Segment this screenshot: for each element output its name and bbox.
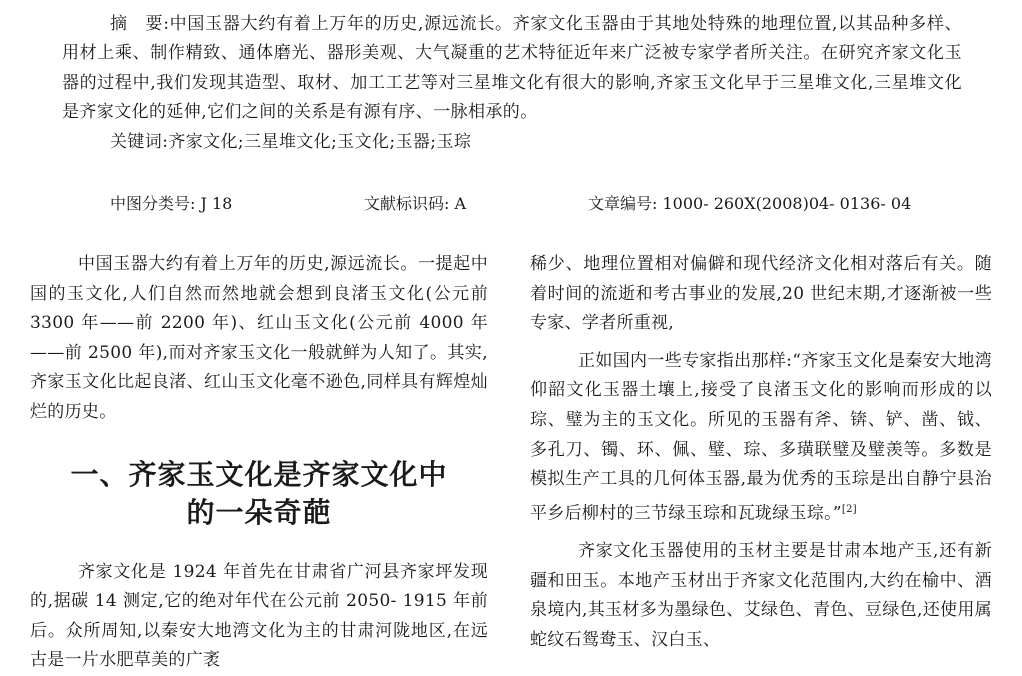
right-column xyxy=(530,250,992,655)
abstract-paragraph xyxy=(62,10,962,128)
document-code: 文献标识码: A xyxy=(364,194,467,213)
abstract-label: 摘 要: xyxy=(110,14,170,34)
abstract-block xyxy=(62,10,962,157)
article-number: 文章编号: 1000- 260X(2008)04- 0136- 04 xyxy=(588,194,912,213)
keywords-label: 关键词: xyxy=(110,131,169,152)
left-column xyxy=(30,250,488,676)
body-paragraph: 齐家文化玉器使用的玉材主要是甘肃本地产玉,还有新疆和田玉。本地产玉材出于齐家文化范围内,大约在榆中、酒泉境内,其玉材多为墨绿色、艾绿色、青色、豆绿色,还使用属蛇纹石鸳鸯玉、汉白玉、 xyxy=(530,541,992,650)
continued-paragraph: 稀少、地理位置相对偏僻和现代经济文化相对落后有关。随着时间的流逝和考古事业的发展,20 世纪末期,才逐渐被一些专家、学者所重视, xyxy=(530,254,992,334)
keywords-line xyxy=(62,128,962,157)
footnote-ref[interactable]: [2] xyxy=(841,503,857,515)
intro-paragraph: 中国玉器大约有着上万年的历史,源远流长。一提起中国的玉文化,人们自然而然地就会想到良渚玉文化(公元前 3300 年——前 2200 年)、红山玉文化(公元前 4000 年——前 2500 年),而对齐家玉文化一般就鲜为人知了。其实,齐家玉文化比起良渚、红山玉文化毫不逊色,同样具有辉煌灿烂的历史。 xyxy=(30,254,488,422)
section-title-line-1: 一、齐家玉文化是齐家文化中 xyxy=(70,457,448,491)
quote-paragraph xyxy=(530,347,992,529)
quote-text: 正如国内一些专家指出那样:“齐家玉文化是秦安大地湾仰韶文化玉器土壤上,接受了良渚玉文化的影响而形成的以琮、璧为主的玉文化。所见的玉器有斧、锛、铲、凿、钺、多孔刀、镯、环、佩、璧、琮、多璜联璧及璧羡等。多数是模拟生产工具的几何体玉器,最为优秀的玉琮是出自静宁县治平乡后柳村的三节绿玉琮和瓦珑绿玉琮。” xyxy=(530,350,992,524)
clc-number: 中图分类号: J 18 xyxy=(110,194,233,213)
body-paragraph: 齐家文化是 1924 年首先在甘肃省广河县齐家坪发现的,据碳 14 测定,它的绝对年代在公元前 2050- 1915 年前后。众所周知,以秦安大地湾文化为主的甘肃河陇地区,在远古是一片水肥草美的广袤 xyxy=(30,561,488,671)
keywords-text: 齐家文化;三星堆文化;玉文化;玉器;玉琮 xyxy=(168,131,472,152)
section-title-line-2: 的一朵奇葩 xyxy=(186,495,332,529)
abstract-text: 中国玉器大约有着上万年的历史,源远流长。齐家文化玉器由于其地处特殊的地理位置,以其品种多样、用材上乘、制作精致、通体磨光、器形美观、大气凝重的艺术特征近年来广泛被专家学者所关注。在研究齐家文化玉器的过程中,我们发现其造型、取材、加工工艺等对三星堆文化有很大的影响,齐家玉文化早于三星堆文化,三星堆文化是齐家文化的延伸,它们之间的关系是有源有序、一脉相承的。 xyxy=(62,14,962,123)
section-title xyxy=(30,456,488,532)
